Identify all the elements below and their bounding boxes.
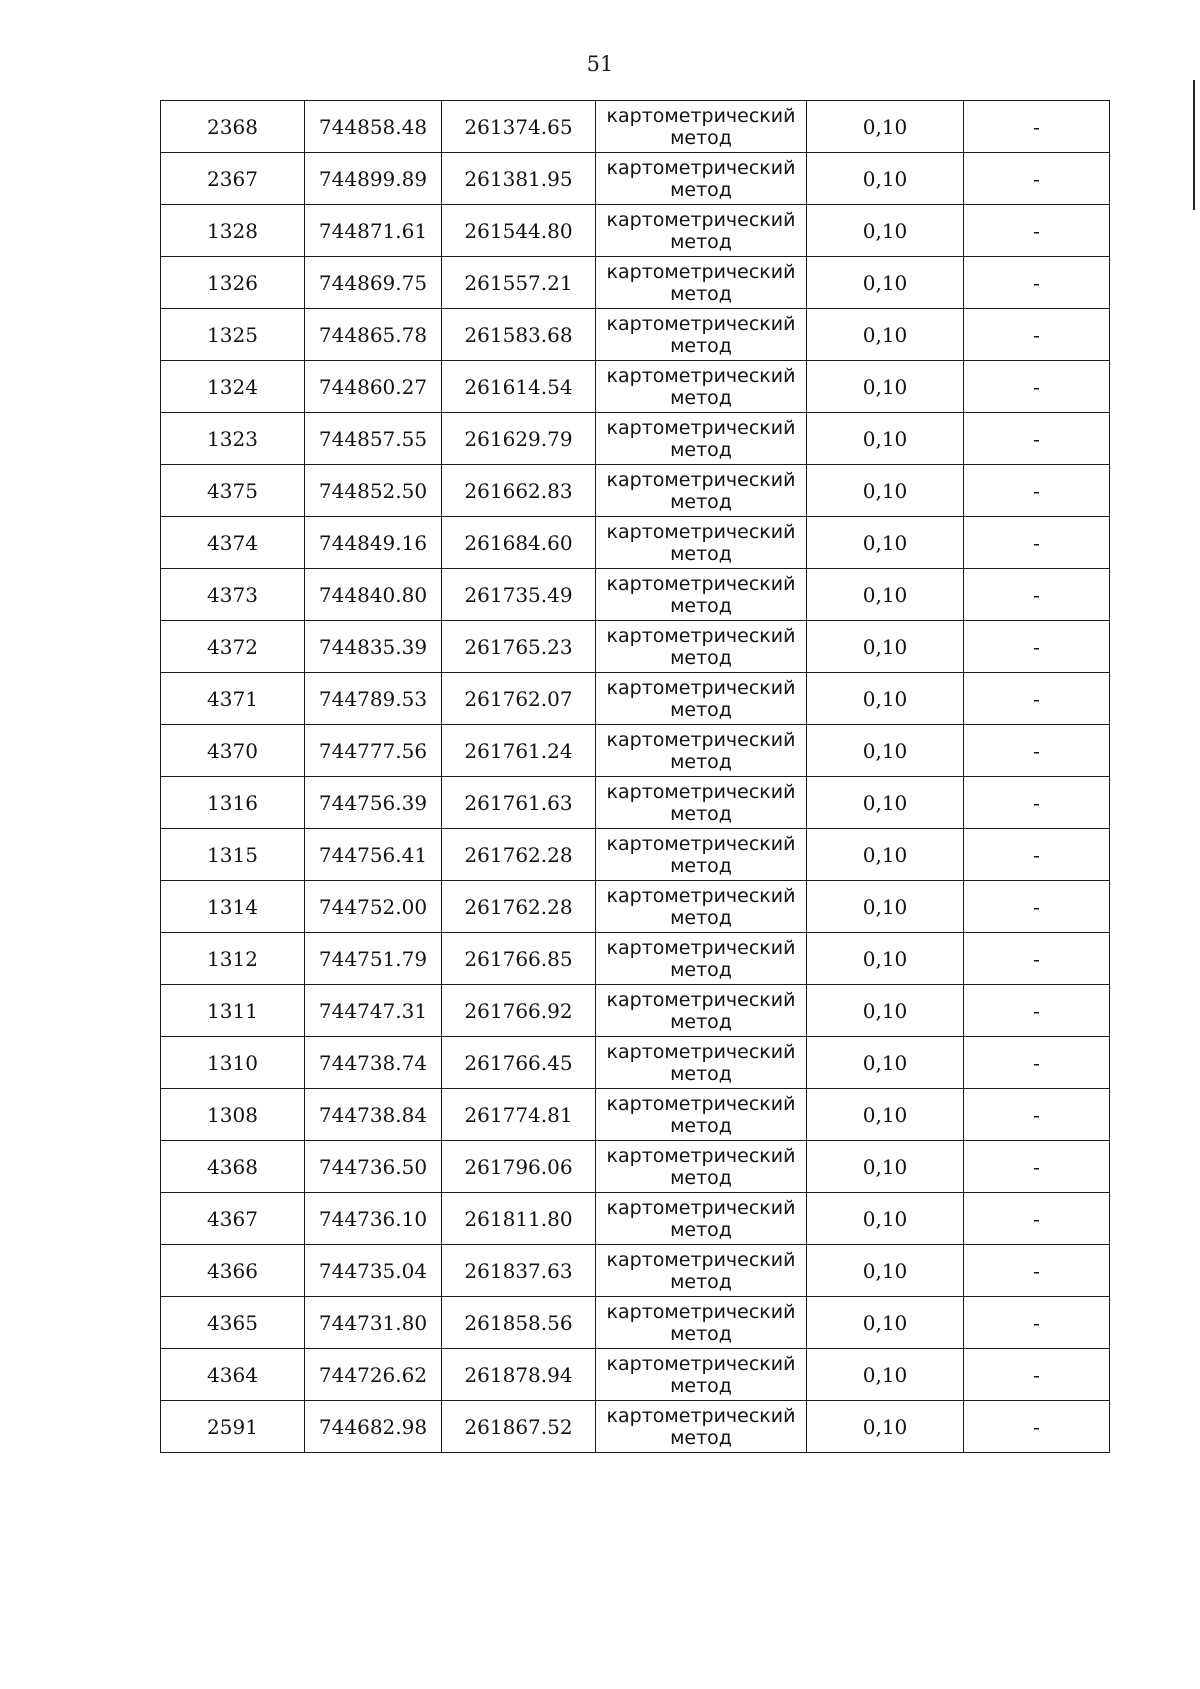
table-row [161, 673, 1110, 725]
note-cell: - [964, 101, 1110, 153]
accuracy-cell: 0,10 [807, 153, 964, 205]
margin-mark [1193, 80, 1195, 210]
accuracy-cell: 0,10 [807, 1401, 964, 1453]
method-line-2: метод [670, 1166, 732, 1189]
method-line-1: картометрический [606, 572, 796, 595]
method-line-2: метод [670, 542, 732, 565]
accuracy-cell: 0,10 [807, 1349, 964, 1401]
y-coordinate-cell: 261684.60 [442, 517, 596, 569]
x-coordinate-cell: 744738.84 [305, 1089, 442, 1141]
x-coordinate-cell: 744789.53 [305, 673, 442, 725]
note-cell: - [964, 257, 1110, 309]
table-row [161, 257, 1110, 309]
method-line-2: метод [670, 490, 732, 513]
table-row [161, 413, 1110, 465]
method-line-1: картометрический [606, 780, 796, 803]
x-coordinate-cell: 744735.04 [305, 1245, 442, 1297]
method-line-2: метод [670, 126, 732, 149]
y-coordinate-cell: 261544.80 [442, 205, 596, 257]
accuracy-cell: 0,10 [807, 621, 964, 673]
point-number-cell: 1328 [161, 205, 305, 257]
table-row [161, 153, 1110, 205]
point-number-cell: 2591 [161, 1401, 305, 1453]
point-number-cell: 4374 [161, 517, 305, 569]
accuracy-cell: 0,10 [807, 309, 964, 361]
x-coordinate-cell: 744865.78 [305, 309, 442, 361]
method-cell [596, 153, 807, 205]
table-row [161, 517, 1110, 569]
note-cell: - [964, 517, 1110, 569]
point-number-cell: 1311 [161, 985, 305, 1037]
table-row [161, 361, 1110, 413]
y-coordinate-cell: 261761.63 [442, 777, 596, 829]
x-coordinate-cell: 744756.41 [305, 829, 442, 881]
method-line-1: картометрический [606, 624, 796, 647]
accuracy-cell: 0,10 [807, 829, 964, 881]
method-cell [596, 413, 807, 465]
table-row [161, 985, 1110, 1037]
method-line-2: метод [670, 646, 732, 669]
method-line-2: метод [670, 230, 732, 253]
method-line-2: метод [670, 750, 732, 773]
method-line-2: метод [670, 594, 732, 617]
method-cell [596, 1141, 807, 1193]
y-coordinate-cell: 261381.95 [442, 153, 596, 205]
table-row [161, 1141, 1110, 1193]
x-coordinate-cell: 744751.79 [305, 933, 442, 985]
method-line-2: метод [670, 1114, 732, 1137]
method-cell [596, 673, 807, 725]
x-coordinate-cell: 744747.31 [305, 985, 442, 1037]
method-line-1: картометрический [606, 260, 796, 283]
accuracy-cell: 0,10 [807, 673, 964, 725]
note-cell: - [964, 153, 1110, 205]
method-line-2: метод [670, 178, 732, 201]
x-coordinate-cell: 744738.74 [305, 1037, 442, 1089]
method-cell [596, 309, 807, 361]
method-line-2: метод [670, 438, 732, 461]
y-coordinate-cell: 261629.79 [442, 413, 596, 465]
point-number-cell: 4375 [161, 465, 305, 517]
method-line-2: метод [670, 1010, 732, 1033]
point-number-cell: 1325 [161, 309, 305, 361]
accuracy-cell: 0,10 [807, 881, 964, 933]
note-cell: - [964, 205, 1110, 257]
point-number-cell: 4367 [161, 1193, 305, 1245]
method-cell [596, 1297, 807, 1349]
note-cell: - [964, 1089, 1110, 1141]
method-line-2: метод [670, 282, 732, 305]
point-number-cell: 4365 [161, 1297, 305, 1349]
accuracy-cell: 0,10 [807, 1245, 964, 1297]
accuracy-cell: 0,10 [807, 257, 964, 309]
method-line-1: картометрический [606, 156, 796, 179]
method-line-2: метод [670, 802, 732, 825]
method-line-1: картометрический [606, 1196, 796, 1219]
method-cell [596, 517, 807, 569]
y-coordinate-cell: 261811.80 [442, 1193, 596, 1245]
note-cell: - [964, 881, 1110, 933]
note-cell: - [964, 465, 1110, 517]
y-coordinate-cell: 261878.94 [442, 1349, 596, 1401]
note-cell: - [964, 673, 1110, 725]
method-line-1: картометрический [606, 1092, 796, 1115]
method-line-1: картометрический [606, 676, 796, 699]
point-number-cell: 1312 [161, 933, 305, 985]
point-number-cell: 4366 [161, 1245, 305, 1297]
y-coordinate-cell: 261774.81 [442, 1089, 596, 1141]
x-coordinate-cell: 744869.75 [305, 257, 442, 309]
note-cell: - [964, 725, 1110, 777]
table-row [161, 933, 1110, 985]
accuracy-cell: 0,10 [807, 1297, 964, 1349]
x-coordinate-cell: 744726.62 [305, 1349, 442, 1401]
y-coordinate-cell: 261796.06 [442, 1141, 596, 1193]
method-line-2: метод [670, 1270, 732, 1293]
y-coordinate-cell: 261762.28 [442, 881, 596, 933]
note-cell: - [964, 1245, 1110, 1297]
method-cell [596, 1401, 807, 1453]
y-coordinate-cell: 261662.83 [442, 465, 596, 517]
point-number-cell: 1323 [161, 413, 305, 465]
accuracy-cell: 0,10 [807, 569, 964, 621]
method-cell [596, 1349, 807, 1401]
y-coordinate-cell: 261735.49 [442, 569, 596, 621]
point-number-cell: 1314 [161, 881, 305, 933]
x-coordinate-cell: 744858.48 [305, 101, 442, 153]
table-row [161, 829, 1110, 881]
x-coordinate-cell: 744756.39 [305, 777, 442, 829]
note-cell: - [964, 933, 1110, 985]
y-coordinate-cell: 261766.45 [442, 1037, 596, 1089]
accuracy-cell: 0,10 [807, 725, 964, 777]
method-cell [596, 361, 807, 413]
method-line-1: картометрический [606, 364, 796, 387]
point-number-cell: 1310 [161, 1037, 305, 1089]
table-row [161, 725, 1110, 777]
coordinates-table-wrapper [160, 100, 1109, 1453]
x-coordinate-cell: 744849.16 [305, 517, 442, 569]
table-row [161, 1245, 1110, 1297]
method-line-1: картометрический [606, 1144, 796, 1167]
coordinates-table-body [161, 101, 1110, 1453]
note-cell: - [964, 1037, 1110, 1089]
method-line-1: картометрический [606, 1300, 796, 1323]
accuracy-cell: 0,10 [807, 517, 964, 569]
y-coordinate-cell: 261858.56 [442, 1297, 596, 1349]
table-row [161, 569, 1110, 621]
method-cell [596, 465, 807, 517]
point-number-cell: 1308 [161, 1089, 305, 1141]
accuracy-cell: 0,10 [807, 1141, 964, 1193]
accuracy-cell: 0,10 [807, 361, 964, 413]
method-cell [596, 205, 807, 257]
method-line-2: метод [670, 958, 732, 981]
accuracy-cell: 0,10 [807, 101, 964, 153]
note-cell: - [964, 1349, 1110, 1401]
table-row [161, 465, 1110, 517]
table-row [161, 1089, 1110, 1141]
note-cell: - [964, 361, 1110, 413]
point-number-cell: 4364 [161, 1349, 305, 1401]
method-line-2: метод [670, 906, 732, 929]
y-coordinate-cell: 261867.52 [442, 1401, 596, 1453]
note-cell: - [964, 1401, 1110, 1453]
x-coordinate-cell: 744860.27 [305, 361, 442, 413]
y-coordinate-cell: 261557.21 [442, 257, 596, 309]
method-cell [596, 1245, 807, 1297]
method-line-1: картометрический [606, 832, 796, 855]
x-coordinate-cell: 744899.89 [305, 153, 442, 205]
method-line-2: метод [670, 1322, 732, 1345]
note-cell: - [964, 621, 1110, 673]
y-coordinate-cell: 261765.23 [442, 621, 596, 673]
note-cell: - [964, 829, 1110, 881]
x-coordinate-cell: 744731.80 [305, 1297, 442, 1349]
method-cell [596, 829, 807, 881]
accuracy-cell: 0,10 [807, 205, 964, 257]
method-cell [596, 621, 807, 673]
table-row [161, 881, 1110, 933]
note-cell: - [964, 569, 1110, 621]
accuracy-cell: 0,10 [807, 1037, 964, 1089]
note-cell: - [964, 777, 1110, 829]
method-cell [596, 725, 807, 777]
y-coordinate-cell: 261583.68 [442, 309, 596, 361]
table-row [161, 1401, 1110, 1453]
method-cell [596, 933, 807, 985]
method-line-2: метод [670, 334, 732, 357]
accuracy-cell: 0,10 [807, 1193, 964, 1245]
accuracy-cell: 0,10 [807, 413, 964, 465]
x-coordinate-cell: 744777.56 [305, 725, 442, 777]
x-coordinate-cell: 744871.61 [305, 205, 442, 257]
x-coordinate-cell: 744852.50 [305, 465, 442, 517]
point-number-cell: 1316 [161, 777, 305, 829]
x-coordinate-cell: 744736.10 [305, 1193, 442, 1245]
point-number-cell: 2368 [161, 101, 305, 153]
table-row [161, 1349, 1110, 1401]
note-cell: - [964, 413, 1110, 465]
accuracy-cell: 0,10 [807, 1089, 964, 1141]
method-line-1: картометрический [606, 416, 796, 439]
y-coordinate-cell: 261614.54 [442, 361, 596, 413]
method-line-1: картометрический [606, 208, 796, 231]
table-row [161, 1037, 1110, 1089]
method-line-1: картометрический [606, 1404, 796, 1427]
method-cell [596, 777, 807, 829]
x-coordinate-cell: 744857.55 [305, 413, 442, 465]
note-cell: - [964, 985, 1110, 1037]
y-coordinate-cell: 261837.63 [442, 1245, 596, 1297]
y-coordinate-cell: 261762.28 [442, 829, 596, 881]
method-line-1: картометрический [606, 728, 796, 751]
method-cell [596, 257, 807, 309]
method-line-2: метод [670, 386, 732, 409]
method-line-1: картометрический [606, 468, 796, 491]
method-line-2: метод [670, 1426, 732, 1449]
point-number-cell: 1324 [161, 361, 305, 413]
method-line-1: картометрический [606, 104, 796, 127]
x-coordinate-cell: 744835.39 [305, 621, 442, 673]
method-line-2: метод [670, 1062, 732, 1085]
method-cell [596, 985, 807, 1037]
accuracy-cell: 0,10 [807, 777, 964, 829]
table-row [161, 205, 1110, 257]
method-cell [596, 569, 807, 621]
method-cell [596, 881, 807, 933]
point-number-cell: 2367 [161, 153, 305, 205]
method-line-2: метод [670, 1374, 732, 1397]
note-cell: - [964, 1297, 1110, 1349]
y-coordinate-cell: 261766.85 [442, 933, 596, 985]
point-number-cell: 1326 [161, 257, 305, 309]
page-number: 51 [586, 52, 614, 76]
method-line-1: картометрический [606, 1352, 796, 1375]
method-line-2: метод [670, 854, 732, 877]
method-line-2: метод [670, 1218, 732, 1241]
point-number-cell: 4368 [161, 1141, 305, 1193]
table-row [161, 1297, 1110, 1349]
method-line-1: картометрический [606, 312, 796, 335]
table-row [161, 101, 1110, 153]
x-coordinate-cell: 744736.50 [305, 1141, 442, 1193]
table-row [161, 777, 1110, 829]
point-number-cell: 4372 [161, 621, 305, 673]
note-cell: - [964, 1193, 1110, 1245]
point-number-cell: 1315 [161, 829, 305, 881]
accuracy-cell: 0,10 [807, 465, 964, 517]
method-cell [596, 1193, 807, 1245]
y-coordinate-cell: 261766.92 [442, 985, 596, 1037]
point-number-cell: 4370 [161, 725, 305, 777]
point-number-cell: 4371 [161, 673, 305, 725]
y-coordinate-cell: 261374.65 [442, 101, 596, 153]
x-coordinate-cell: 744752.00 [305, 881, 442, 933]
note-cell: - [964, 309, 1110, 361]
y-coordinate-cell: 261761.24 [442, 725, 596, 777]
method-cell [596, 1037, 807, 1089]
table-row [161, 309, 1110, 361]
point-number-cell: 4373 [161, 569, 305, 621]
y-coordinate-cell: 261762.07 [442, 673, 596, 725]
accuracy-cell: 0,10 [807, 933, 964, 985]
method-line-1: картометрический [606, 1248, 796, 1271]
note-cell: - [964, 1141, 1110, 1193]
x-coordinate-cell: 744682.98 [305, 1401, 442, 1453]
method-cell [596, 1089, 807, 1141]
method-line-1: картометрический [606, 520, 796, 543]
method-line-1: картометрический [606, 988, 796, 1011]
x-coordinate-cell: 744840.80 [305, 569, 442, 621]
method-line-1: картометрический [606, 884, 796, 907]
table-row [161, 1193, 1110, 1245]
method-line-2: метод [670, 698, 732, 721]
method-line-1: картометрический [606, 1040, 796, 1063]
method-line-1: картометрический [606, 936, 796, 959]
method-cell [596, 101, 807, 153]
table-row [161, 621, 1110, 673]
coordinates-table [160, 100, 1110, 1453]
accuracy-cell: 0,10 [807, 985, 964, 1037]
